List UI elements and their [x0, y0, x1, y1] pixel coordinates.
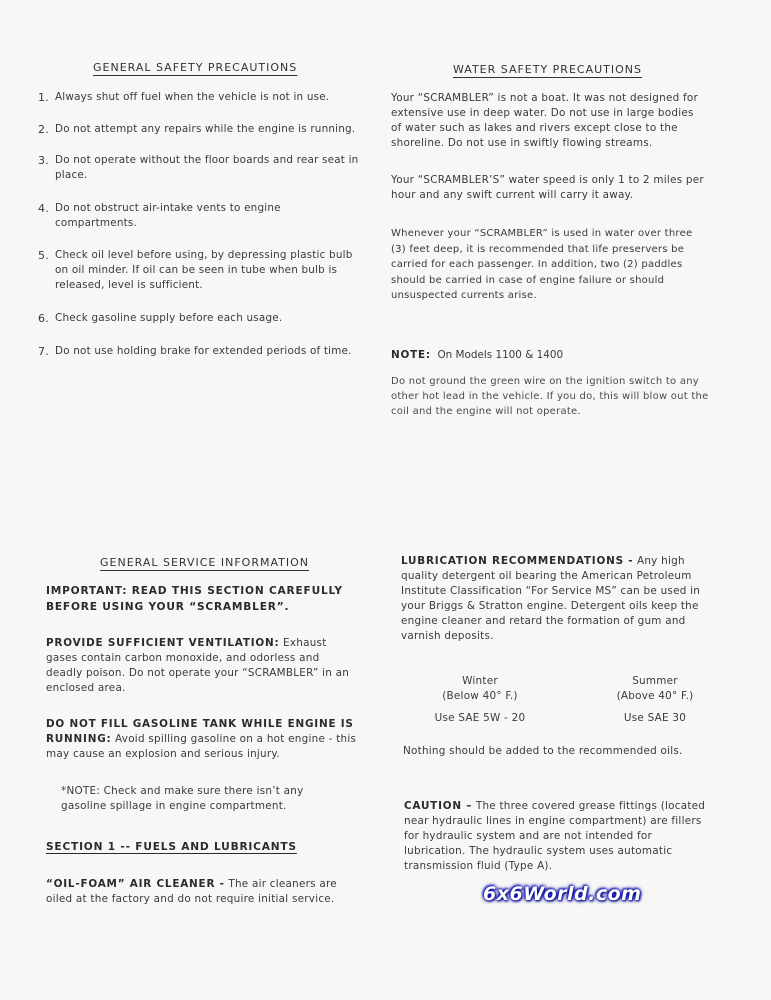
water-safety-heading: WATER SAFETY PRECAUTIONS [453, 63, 642, 76]
list-item: 4. Do not obstruct air-intake vents to engine compartments. [38, 202, 281, 229]
list-item: 6. Check gasoline supply before each usage. [38, 312, 283, 325]
winter-range: (Below 40° F.) [442, 690, 518, 702]
summer-oil: Use SAE 30 [623, 712, 687, 724]
air-cleaner-paragraph: “OIL-FOAM” AIR CLEANER - The air cleaners are oiled at the factory and do not require initial service. [46, 878, 337, 905]
summer-title: Summer [632, 675, 678, 687]
summer-range: (Above 40° F.) [616, 690, 694, 702]
nothing-added-note: Nothing should be added to the recommended oils. [403, 745, 683, 757]
winter-title: Winter [462, 675, 498, 687]
general-service-heading: GENERAL SERVICE INFORMATION [100, 556, 309, 569]
list-item: 2. Do not attempt any repairs while the engine is running. [38, 123, 356, 136]
lubrication-paragraph: LUBRICATION RECOMMENDATIONS - Any high quality detergent oil bearing the American Petroleum Institute Classification “For Service MS” can be used in your Briggs & Stratton engine. Detergent oils keep the engine cleaner and retard the formation of gum and varnish deposits. [401, 555, 701, 642]
fill-tank-paragraph: DO NOT FILL GASOLINE TANK WHILE ENGINE IS RUNNING: Avoid spilling gasoline on a hot engine - this may cause an explosion and serious injury. [46, 718, 357, 760]
site-watermark-logo: 6x6World.com [483, 883, 642, 905]
section-1-heading: SECTION 1 -- FUELS AND LUBRICANTS [46, 841, 297, 853]
list-item: 7. Do not use holding brake for extended periods of time. [38, 345, 352, 358]
summer-oil-spec [595, 674, 715, 726]
water-safety-note-header: NOTE: On Models 1100 & 1400 [391, 349, 564, 361]
caution-paragraph: CAUTION – The three covered grease fittings (located near hydraulic lines in engine compartment) are fillers for hydraulic system and are not intended for lubrication. The hydraulic system uses automatic transmission fluid (Type A). [404, 800, 706, 872]
water-safety-paragraph-2: Your “SCRAMBLER’S” water speed is only 1 to 2 miles per hour and any swift current will carry it away. [391, 174, 704, 201]
list-item: 5. Check oil level before using, by depressing plastic bulb on oil minder. If oil can be seen in tube when bulb is released, level is sufficient. [38, 249, 353, 291]
water-safety-note-text: Do not ground the green wire on the ignition switch to any other hot lead in the vehicle. If you do, this will blow out the coil and the engine will not operate. [391, 376, 709, 417]
general-safety-heading: GENERAL SAFETY PRECAUTIONS [93, 61, 298, 74]
list-item: 3. Do not operate without the floor boards and rear seat in place. [38, 154, 359, 181]
winter-oil-spec [420, 674, 540, 726]
ventilation-paragraph: PROVIDE SUFFICIENT VENTILATION: Exhaust gases contain carbon monoxide, and odorless and deadly poison. Do not operate your “SCRAMBLER” in an enclosed area. [46, 637, 350, 694]
list-item: 1. Always shut off fuel when the vehicle is not in use. [38, 91, 330, 104]
water-safety-paragraph-3: Whenever your “SCRAMBLER” is used in water over three (3) feet deep, it is recommended that life preservers be carried for each passenger. In addition, two (2) paddles should be carried in case of engine failure or should unsuspected currents arise. [391, 228, 693, 301]
water-safety-paragraph-1: Your “SCRAMBLER” is not a boat. It was not designed for extensive use in deep water. Do not use in large bodies of water such as lakes and rivers except close to the shoreline. Do not use in swiftly flowing streams. [391, 92, 699, 149]
important-notice: IMPORTANT: READ THIS SECTION CAREFULLY BEFORE USING YOUR “SCRAMBLER”. [46, 585, 343, 613]
winter-oil: Use SAE 5W - 20 [434, 712, 526, 724]
spillage-note: *NOTE: Check and make sure there isn’t any gasoline spillage in engine compartment. [61, 785, 304, 812]
